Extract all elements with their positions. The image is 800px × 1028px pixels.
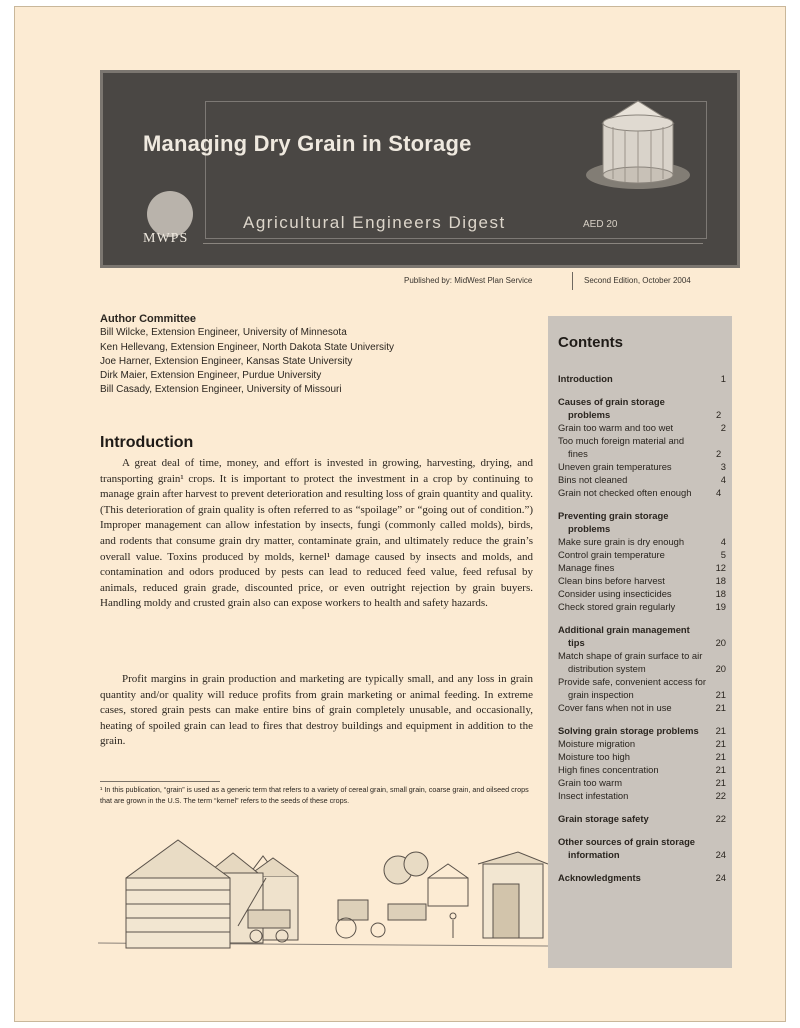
toc-label: Too much foreign material and fines — [558, 435, 685, 459]
toc-page: 4 — [720, 474, 726, 485]
footnote-rule — [100, 781, 220, 782]
toc-section[interactable] — [558, 871, 726, 884]
toc-label: Provide safe, convenient access for grain inspection — [558, 676, 706, 700]
toc-entry[interactable] — [558, 473, 726, 486]
toc-label: Make sure grain is dry enough — [558, 536, 685, 547]
logo-text: MWPS — [143, 231, 189, 246]
toc-page: 22 — [715, 813, 726, 824]
toc-entry[interactable] — [558, 750, 726, 763]
toc-entry[interactable] — [558, 587, 726, 600]
toc-page: 12 — [715, 562, 726, 573]
footnote: ¹ In this publication, “grain” is used as a generic term that refers to a variety of cereal grain, small grain, coarse grain, and oilseed crops that are grown in the U.S. The term “kernel” refers to the seeds of these crops. — [100, 785, 529, 805]
publisher-separator — [572, 272, 573, 290]
toc-entry[interactable] — [558, 548, 726, 561]
toc-page: 21 — [715, 764, 726, 775]
toc-label: Grain too warm — [558, 777, 623, 788]
author-line: Bill Wilcke, Extension Engineer, University of Minnesota — [100, 327, 347, 339]
author-committee-heading: Author Committee — [100, 313, 196, 325]
toc-page: 18 — [715, 588, 726, 599]
document-title: Managing Dry Grain in Storage — [143, 131, 472, 156]
toc-page: 24 — [715, 872, 726, 883]
toc-entry[interactable] — [558, 776, 726, 789]
toc-label: Insect infestation — [558, 790, 629, 801]
contents-title: Contents — [558, 334, 623, 351]
toc-label: Check stored grain regularly — [558, 601, 676, 612]
toc-label: Acknowledgments — [558, 872, 641, 883]
toc-page: 18 — [715, 575, 726, 586]
toc-label: Control grain temperature — [558, 549, 665, 560]
title-banner — [100, 70, 740, 268]
toc-label: Manage fines — [558, 562, 615, 573]
banner-rule — [203, 243, 703, 244]
toc-entry[interactable]: Too much foreign material and fines 2 — [558, 434, 726, 460]
toc-label: Grain storage safety — [558, 813, 649, 824]
toc-section[interactable] — [558, 509, 726, 535]
toc-page: 21 — [715, 777, 726, 788]
toc-entry[interactable] — [558, 763, 726, 776]
toc-entry[interactable] — [558, 737, 726, 750]
toc-label: Grain too warm and too wet — [558, 422, 674, 433]
toc-label: Other sources of grain storage information — [558, 836, 696, 860]
toc-entry[interactable] — [558, 535, 726, 548]
toc-entry[interactable] — [558, 649, 726, 675]
toc-label: Solving grain storage problems — [558, 725, 699, 736]
mwps-logo — [143, 191, 233, 251]
toc-label: Introduction — [558, 373, 613, 384]
grain-bin-icon — [583, 93, 693, 193]
toc-label: Moisture migration — [558, 738, 636, 749]
author-line: Joe Harner, Extension Engineer, Kansas State University — [100, 355, 353, 367]
table-of-contents — [558, 372, 726, 884]
toc-label: Clean bins before harvest — [558, 575, 665, 586]
toc-entry[interactable] — [558, 600, 726, 613]
toc-entry[interactable] — [558, 701, 726, 714]
toc-label: Additional grain management tips — [558, 624, 690, 648]
toc-page: 4 — [720, 536, 726, 547]
toc-section[interactable] — [558, 835, 726, 861]
toc-entry[interactable] — [558, 574, 726, 587]
toc-label: Moisture too high — [558, 751, 630, 762]
toc-label: High fines concentration — [558, 764, 659, 775]
introduction-heading: Introduction — [100, 434, 194, 451]
author-line: Bill Casady, Extension Engineer, University of Missouri — [100, 384, 342, 396]
toc-entry[interactable] — [558, 789, 726, 802]
toc-page: 19 — [715, 601, 726, 612]
series-title: Agricultural Engineers Digest — [243, 213, 506, 232]
toc-section[interactable]: Causes of grain storage problems 2 — [558, 395, 726, 421]
contents-sidebar — [548, 316, 732, 968]
toc-section[interactable] — [558, 724, 726, 737]
author-line: Ken Hellevang, Extension Engineer, North Dakota State University — [100, 341, 395, 353]
toc-label: Causes of grain storage problems — [558, 396, 665, 420]
publisher-line: Published by: MidWest Plan Service — [404, 276, 533, 285]
toc-page: 2 — [720, 422, 726, 433]
author-line: Dirk Maier, Extension Engineer, Purdue University — [100, 370, 322, 382]
intro-paragraph-2: Profit margins in grain production and marketing are typically small, and any loss in grain quantity and/or quality will reduce profits from grain marketing or animal feeding. In extreme cases, stored grain pests can make entire bins of grain completely unusable, and occasionally, heating of spoiled grain can lead to fires that destroy buildings and equipment in addition to the grain. — [100, 673, 533, 748]
toc-entry[interactable] — [558, 460, 726, 473]
toc-page: 5 — [720, 549, 726, 560]
toc-label: Preventing grain storage problems — [558, 510, 669, 534]
toc-entry[interactable] — [558, 561, 726, 574]
toc-entry[interactable] — [558, 421, 726, 434]
toc-page: 21 — [715, 702, 726, 713]
series-number: AED 20 — [583, 219, 618, 230]
toc-entry[interactable]: Grain not checked often enough 4 — [558, 486, 726, 499]
toc-entry[interactable] — [558, 675, 726, 701]
toc-page: 21 — [715, 738, 726, 749]
farm-illustration — [98, 828, 548, 968]
toc-page: 1 — [720, 373, 726, 384]
toc-label: Grain not checked often enough — [558, 487, 692, 498]
edition-line: Second Edition, October 2004 — [584, 276, 691, 285]
toc-section[interactable] — [558, 812, 726, 825]
toc-label: Bins not cleaned — [558, 474, 628, 485]
toc-entry[interactable] — [558, 372, 726, 385]
toc-page: 21 — [715, 751, 726, 762]
toc-page: 22 — [715, 790, 726, 801]
intro-paragraph-1: A great deal of time, money, and effort is invested in growing, harvesting, drying, and transporting grain¹ crops. It is important to protect the investment in a crop by continuing to manage grain after harvest to prevent deterioration and resulting loss of grain quantity and quality. (This deterioration of grain quality is often referred to as “spoilage” or “going out of condition.”) Improper management can allow infestation by insects, fungi (commonly called molds), birds, and rodents that consume grain dry matter, contaminate grain, and ultimately reduce the grain’s overall value. Toxins produced by molds, kernel¹ damage caused by insects and molds, and contamination and odors produced by pests can lead to reduced feed value, feed refusal by animals, reduced grain grade, discounted price, or even outright rejection by grain buyers. Handling moldy and crusted grain also can expose workers to health and safety hazards. — [100, 457, 533, 610]
toc-label: Consider using insecticides — [558, 588, 672, 599]
toc-label: Cover fans when not in use — [558, 702, 672, 713]
toc-label: Match shape of grain surface to air distribution system — [558, 650, 703, 674]
author-committee — [100, 312, 394, 398]
toc-label: Uneven grain temperatures — [558, 461, 672, 472]
toc-page: 3 — [720, 461, 726, 472]
toc-section[interactable] — [558, 623, 726, 649]
